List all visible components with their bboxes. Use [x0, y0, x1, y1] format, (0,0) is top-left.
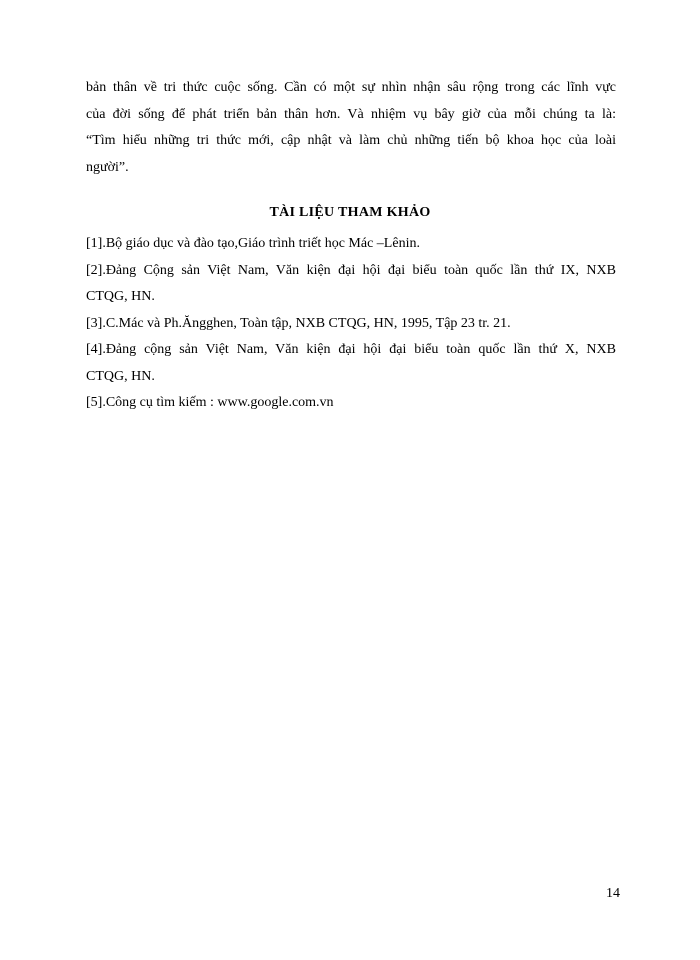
paragraph-line: “Tìm hiểu những tri thức mới, cập nhật và làm chủ những tiến bộ khoa học của loài [86, 133, 616, 148]
page-number: 14 [606, 886, 620, 901]
reference-line: [5].Công cụ tìm kiếm : www.google.com.vn [86, 395, 334, 410]
paragraph-line: bản thân về tri thức cuộc sống. Cần có một sự nhìn nhận sâu rộng trong các lĩnh vực [86, 80, 616, 95]
reference-line: CTQG, HN. [86, 368, 155, 384]
reference-item [86, 258, 616, 311]
references-list [86, 231, 616, 417]
closing-paragraph [86, 75, 616, 181]
reference-item [86, 311, 616, 338]
references-heading: TÀI LIỆU THAM KHẢO [269, 205, 431, 220]
reference-item [86, 337, 616, 390]
reference-line: [2].Đảng Cộng sản Việt Nam, Văn kiện đại hội đại biểu toàn quốc lần thứ IX, NXB [86, 262, 616, 278]
reference-line: [1].Bộ giáo dục và đào tạo,Giáo trình triết học Mác –Lênin. [86, 236, 420, 251]
reference-item [86, 390, 616, 417]
reference-line: CTQG, HN. [86, 289, 155, 304]
paragraph-line: người”. [86, 159, 129, 175]
reference-item [86, 231, 616, 258]
reference-line: [4].Đảng cộng sản Việt Nam, Văn kiện đại hội đại biểu toàn quốc lần thứ X, NXB [86, 342, 616, 357]
reference-line: [3].C.Mác và Ph.Ăngghen, Toàn tập, NXB CTQG, HN, 1995, Tập 23 tr. 21. [86, 315, 511, 331]
paragraph-line: của đời sống để phát triển bản thân hơn. Và nhiệm vụ bây giờ của mỗi chúng ta là: [86, 106, 616, 122]
